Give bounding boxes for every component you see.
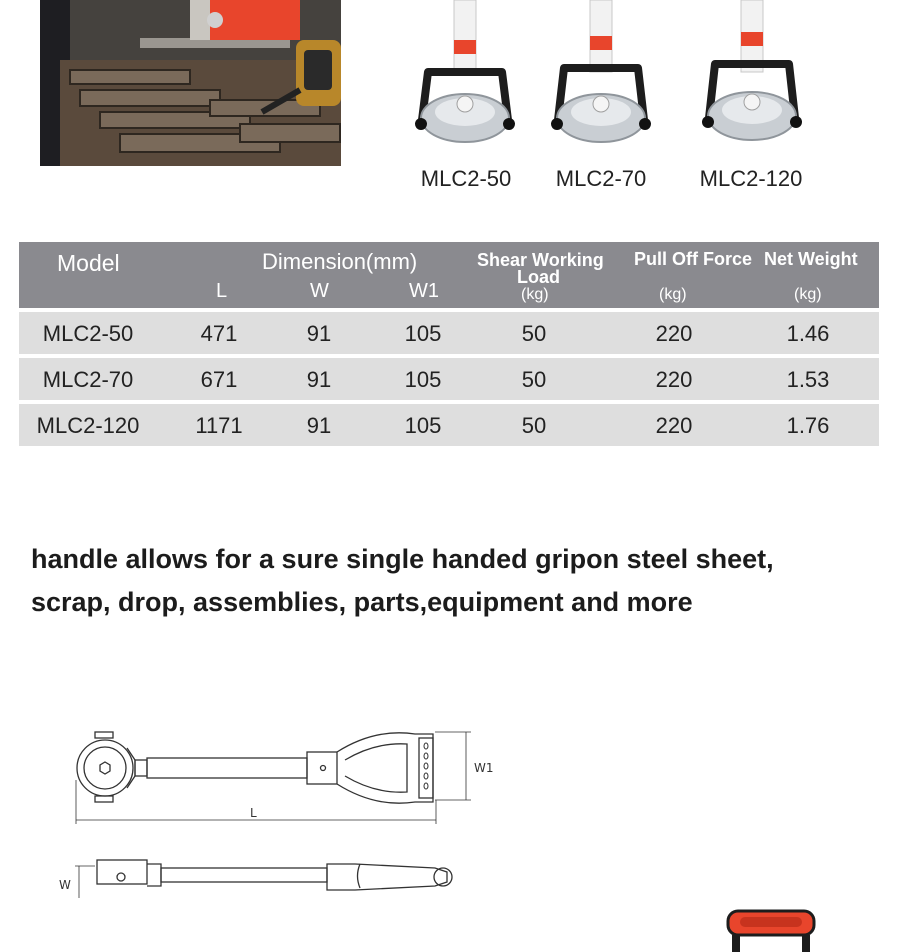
headline-line-2: scrap, drop, assemblies, parts,equipment and more — [31, 587, 693, 617]
headline-line-1: handle allows for a sure single handed gripon steel sheet, — [31, 544, 774, 574]
cell-pull: 220 — [655, 321, 693, 346]
header-shear-unit: (kg) — [521, 286, 549, 303]
cell-pull: 220 — [655, 367, 693, 392]
cell-shear: 50 — [521, 321, 547, 346]
table-header — [19, 242, 879, 308]
cell-pull: 220 — [655, 413, 693, 438]
header-model: Model — [57, 250, 120, 276]
label-w1: W1 — [474, 761, 494, 775]
cell-weight: 1.46 — [786, 321, 830, 346]
handle-image — [724, 905, 820, 952]
header-pull-unit: (kg) — [659, 286, 687, 303]
cell-w1: 105 — [404, 413, 442, 438]
label-w: W — [59, 878, 71, 892]
header-l: L — [216, 280, 228, 302]
table-row — [19, 312, 879, 354]
cell-shear: 50 — [521, 367, 547, 392]
cell-w1: 105 — [404, 367, 442, 392]
cell-w: 91 — [306, 321, 332, 346]
cell-w: 91 — [306, 367, 332, 392]
product-label: MLC2-70 — [555, 166, 647, 191]
table-row — [19, 404, 879, 446]
header-weight: Net Weight — [764, 249, 858, 269]
technical-drawing — [55, 720, 515, 900]
cell-model: MLC2-50 — [42, 321, 134, 346]
product-label: MLC2-120 — [699, 166, 803, 191]
cell-shear: 50 — [521, 413, 547, 438]
table-row — [19, 358, 879, 400]
cell-l: 471 — [200, 321, 238, 346]
cell-weight: 1.53 — [786, 367, 830, 392]
header-weight-unit: (kg) — [794, 286, 822, 303]
product-label: MLC2-50 — [420, 166, 512, 191]
spec-table — [19, 242, 879, 446]
cell-model: MLC2-70 — [42, 367, 134, 392]
cell-weight: 1.76 — [786, 413, 830, 438]
header-dimension: Dimension(mm) — [262, 249, 418, 274]
header-shear-load: Load — [517, 267, 560, 287]
header-w: W — [310, 280, 329, 302]
cell-w1: 105 — [404, 321, 442, 346]
cell-l: 1171 — [195, 413, 243, 438]
header-pull: Pull Off Force — [634, 249, 753, 269]
header-shear: Shear Working — [477, 250, 604, 270]
cell-l: 671 — [200, 367, 238, 392]
cell-model: MLC2-120 — [36, 413, 140, 438]
feature-headline — [31, 538, 891, 624]
header-w1: W1 — [409, 280, 439, 302]
product-photo — [40, 0, 341, 166]
cell-w: 91 — [306, 413, 332, 438]
label-l: L — [250, 806, 257, 820]
